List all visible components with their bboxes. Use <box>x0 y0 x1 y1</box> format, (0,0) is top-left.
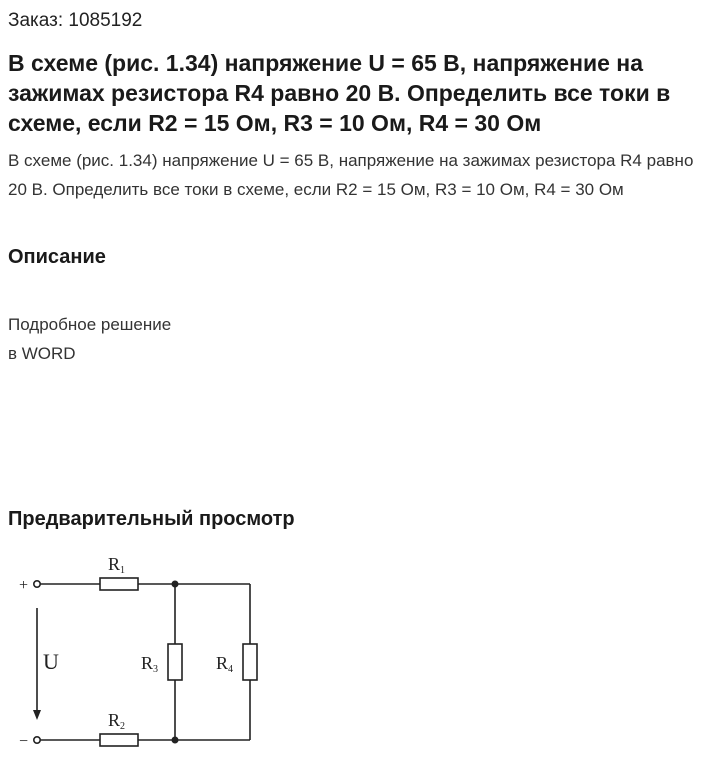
preview-heading: Предварительный просмотр <box>8 508 295 530</box>
resistor-r2 <box>100 734 138 746</box>
description-heading: Описание <box>8 246 106 268</box>
description-text <box>8 310 171 368</box>
label-r4: R4 <box>216 653 234 675</box>
label-minus: − <box>19 733 29 750</box>
terminal-minus <box>34 737 40 743</box>
resistor-r1 <box>100 578 138 590</box>
task-title: В схеме (рис. 1.34) напряжение U = 65 В, напряжение на зажимах резистора R4 равно 20 В. Определить все токи в схеме, если R2 = 15 Ом, R3 = 10 Ом, R4 = 30 Ом <box>8 50 671 136</box>
description-line-2: в WORD <box>8 344 76 363</box>
label-r2: R2 <box>108 710 126 732</box>
resistor-r3 <box>168 644 182 680</box>
label-voltage: U <box>43 649 59 674</box>
order-number: Заказ: 1085192 <box>8 10 143 31</box>
label-plus: + <box>19 577 29 594</box>
label-r1: R1 <box>108 554 126 576</box>
label-r3: R3 <box>141 653 159 675</box>
terminal-plus <box>34 581 40 587</box>
node-bottom <box>172 737 179 744</box>
description-line-1: Подробное решение <box>8 315 172 334</box>
resistor-r4 <box>243 644 257 680</box>
task-text: В схеме (рис. 1.34) напряжение U = 65 В, напряжение на зажимах резистора R4 равно 20 В. Определить все токи в схеме, если R2 = 15 Ом, R3 = 10 Ом, R4 = 30 Ом <box>8 151 694 199</box>
circuit-diagram <box>10 548 290 758</box>
node-top <box>172 581 179 588</box>
voltage-arrow-head <box>33 710 41 720</box>
